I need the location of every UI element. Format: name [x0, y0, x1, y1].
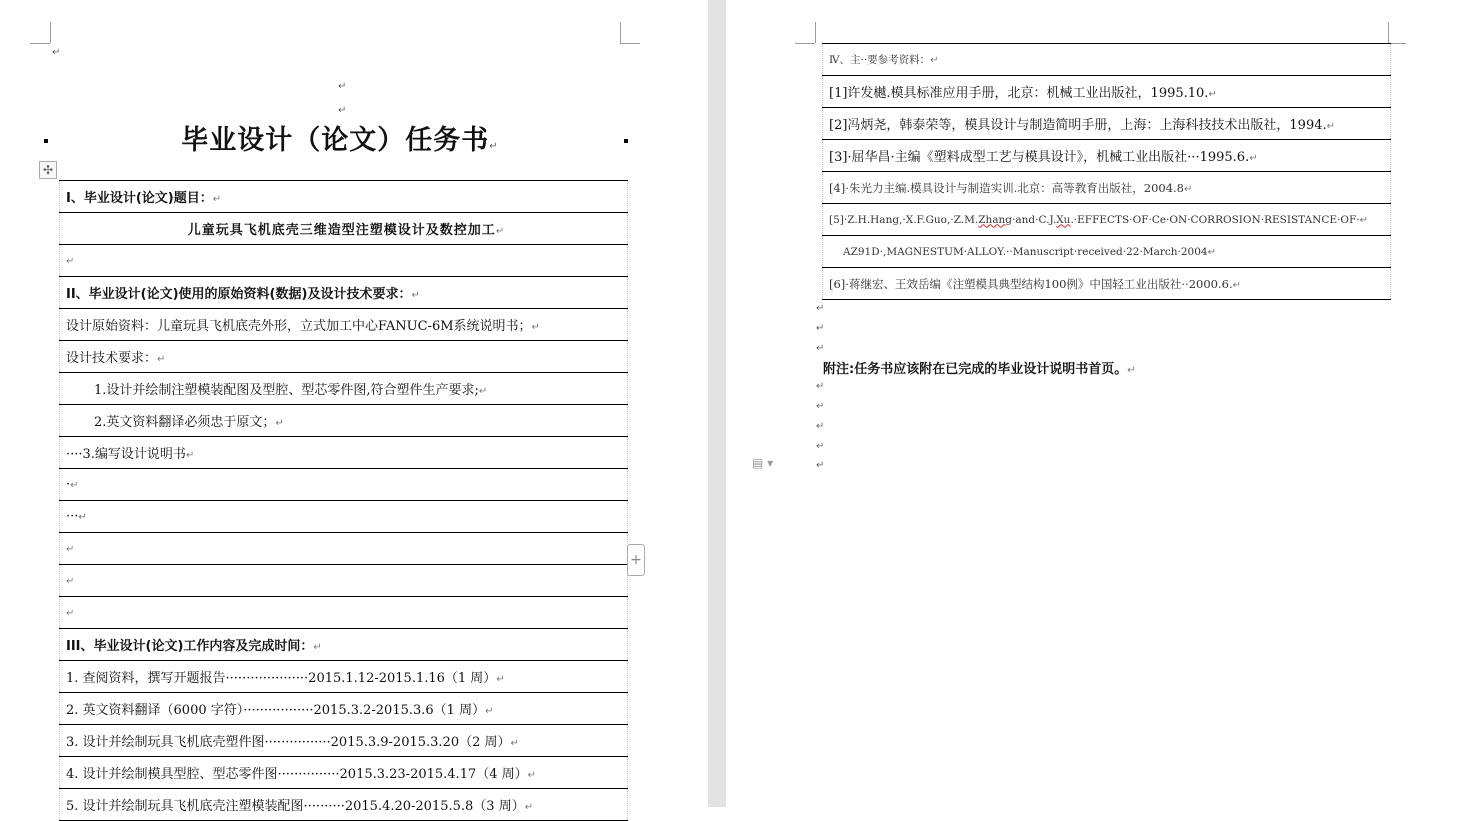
paragraph-mark: ↵	[1184, 183, 1193, 195]
task-table-row	[60, 789, 628, 821]
task-table-text: ·	[66, 477, 71, 492]
task-table-row	[60, 757, 628, 789]
reference-row	[823, 44, 1391, 76]
appendix-note	[823, 358, 1136, 377]
task-table-text: 设计原始资料：儿童玩具飞机底壳外形，立式加工中心FANUC-6M系统说明书；	[66, 319, 532, 334]
task-table-text: II、毕业设计(论文)使用的原始资料(数据)及设计技术要求：	[66, 287, 412, 302]
task-table-row	[60, 309, 628, 341]
task-table-text: 儿童玩具飞机底壳三维造型注塑模设计及数控加工	[187, 223, 496, 238]
paragraph-mark: ↵	[66, 256, 75, 267]
task-table-row	[60, 501, 628, 533]
task-table-cell[interactable]	[60, 757, 628, 789]
paste-options-icon[interactable]: ▤ ▾	[752, 456, 774, 470]
paragraph-mark: ↵	[478, 386, 488, 397]
reference-row	[823, 204, 1391, 236]
paragraph-mark: ↵	[816, 421, 825, 432]
task-table-row	[60, 533, 628, 565]
paragraph-mark: ↵	[816, 303, 825, 314]
task-table-cell[interactable]	[60, 725, 628, 757]
paragraph-mark: ↵	[338, 81, 347, 92]
task-table-cell[interactable]	[60, 693, 628, 725]
task-table-text: 1.设计并绘制注塑模装配图及型腔、型芯零件图,符合塑件生产要求;	[94, 383, 479, 398]
reference-text: Ⅳ、主··要参考资料：	[829, 54, 931, 66]
task-table-row	[60, 597, 628, 629]
task-table-text: 3. 设计并绘制玩具飞机底壳塑件图················2015.3.9-2015.3.20（2 周）	[66, 735, 511, 750]
reference-cell[interactable]	[823, 204, 1391, 236]
task-table-text: 2.英文资料翻译必须忠于原文；	[94, 415, 276, 430]
reference-text: [2]冯炳尧，韩泰荣等，模具设计与制造简明手册，上海：上海科技技术出版社，1994.	[829, 118, 1327, 133]
reference-cell[interactable]	[823, 108, 1391, 140]
reference-row	[823, 172, 1391, 204]
task-table-row	[60, 469, 628, 501]
task-table-cell[interactable]	[60, 469, 628, 501]
task-table-row	[60, 405, 628, 437]
reference-cell[interactable]	[823, 44, 1391, 76]
paragraph-mark: ↵	[70, 480, 79, 491]
paragraph-mark: ↵	[66, 544, 75, 555]
paragraph-mark: ↵	[185, 450, 195, 461]
task-table-cell[interactable]	[60, 789, 628, 821]
task-table-row	[60, 725, 628, 757]
reference-text: [1]许发樾.模具标准应用手册，北京：机械工业出版社，1995.10.	[829, 86, 1209, 101]
reference-cell[interactable]	[823, 236, 1391, 268]
task-table-cell[interactable]	[60, 373, 628, 405]
paragraph-mark: ↵	[212, 194, 222, 205]
task-table-text: ···	[66, 509, 79, 524]
task-table-text: I、毕业设计(论文)题目：	[66, 191, 213, 206]
reference-text: [3]·屈华昌·主编《塑料成型工艺与模具设计》，机械工业出版社···1995.6.	[829, 150, 1250, 165]
appendix-note-text: 附注:任务书应该附在已完成的毕业设计说明书首页。	[823, 362, 1128, 377]
paragraph-mark: ↵	[495, 226, 506, 237]
paragraph-mark: ↵	[157, 354, 166, 365]
paragraph-mark: ↵	[485, 706, 494, 717]
reference-row	[823, 236, 1391, 268]
paragraph-mark: ↵	[510, 738, 519, 749]
document-title-text: 毕业设计（论文）任务书	[181, 125, 490, 156]
paragraph-mark: ↵	[816, 343, 825, 354]
paragraph-mark: ↵	[1127, 365, 1136, 376]
task-table-cell[interactable]	[60, 405, 628, 437]
task-table-row	[60, 629, 628, 661]
task-table-cell[interactable]	[60, 501, 628, 533]
reference-text: [5]·Z.H.Hang,·X.F.Guo,·Z.M.Zhang·and·C.J.Xu.·EFFECTS·OF·Ce·ON·CORROSION·RESISTANCE·OF·	[829, 213, 1360, 226]
task-table-cell[interactable]	[60, 213, 628, 245]
task-table-cell[interactable]	[60, 565, 628, 597]
table-move-handle-icon[interactable]: ✣	[39, 161, 57, 179]
crop-mark	[815, 22, 816, 43]
reference-row	[823, 76, 1391, 108]
task-table-cell[interactable]	[60, 277, 628, 309]
paragraph-mark: ↵	[1326, 121, 1336, 132]
task-table-cell[interactable]	[60, 629, 628, 661]
paragraph-mark: ↵	[1208, 89, 1217, 100]
task-table-row	[60, 693, 628, 725]
task-table-row	[60, 277, 628, 309]
reference-cell[interactable]	[823, 172, 1391, 204]
paragraph-mark: ↵	[489, 141, 499, 152]
references-table	[822, 43, 1391, 300]
task-table-row	[60, 437, 628, 469]
task-table-row	[60, 341, 628, 373]
task-table-text: 2. 英文资料翻译（6000 字符）·················2015.3.2-2015.3.6（1 周）	[66, 703, 486, 718]
reference-row	[823, 268, 1391, 300]
reference-text: [4]·朱光力主编.模具设计与制造实训.北京：高等教育出版社，2004.8	[829, 180, 1184, 195]
reference-text: AZ91D·,MAGNESTUM·ALLOY.··Manuscript·received·22·March·2004	[843, 245, 1208, 258]
task-table-text: III、毕业设计(论文)工作内容及完成时间：	[66, 639, 314, 654]
paragraph-mark: ↵	[816, 441, 825, 452]
paragraph-mark: ↵	[816, 323, 825, 334]
task-table-row	[60, 373, 628, 405]
task-table-text: 5. 设计并绘制玩具飞机底壳注塑模装配图··········2015.4.20-2015.5.8（3 周）	[66, 799, 525, 814]
task-table-row	[60, 245, 628, 277]
task-table-cell[interactable]	[60, 181, 628, 213]
crop-mark	[30, 43, 50, 44]
task-table-text: 设计技术要求：	[66, 351, 158, 366]
bullet-dot	[624, 139, 628, 143]
task-table-cell[interactable]	[60, 597, 628, 629]
paragraph-mark: ↵	[1232, 279, 1241, 291]
paragraph-mark: ↵	[275, 418, 284, 429]
paragraph-mark: ↵	[1359, 214, 1369, 226]
paragraph-mark: ↵	[66, 608, 75, 619]
task-table-cell[interactable]	[60, 245, 628, 277]
paragraph-mark: ↵	[411, 290, 420, 301]
paragraph-mark: ↵	[816, 460, 825, 471]
paragraph-mark: ↵	[496, 674, 505, 685]
paragraph-mark: ↵	[78, 512, 87, 523]
paragraph-mark: ↵	[930, 55, 939, 66]
paragraph-mark: ↵	[531, 322, 540, 333]
paragraph-mark: ↵	[1249, 153, 1258, 164]
task-table-row	[60, 661, 628, 693]
task-table-text: ····3.编写设计说明书	[66, 447, 186, 462]
task-table	[59, 180, 628, 821]
task-table-cell[interactable]	[60, 533, 628, 565]
document-title	[120, 118, 560, 157]
task-table-text: 4. 设计并绘制模具型腔、型芯零件图···············2015.3.23-2015.4.17（4 周）	[66, 767, 528, 782]
paragraph-mark: ↵	[524, 802, 534, 813]
reference-cell[interactable]	[823, 76, 1391, 108]
reference-cell[interactable]	[823, 140, 1391, 172]
task-table-row	[60, 181, 628, 213]
paragraph-mark: ↵	[816, 401, 825, 412]
add-row-icon[interactable]: +	[627, 544, 645, 576]
paragraph-mark: ↵	[66, 576, 75, 587]
paragraph-mark: ↵	[52, 47, 61, 58]
task-table-cell[interactable]	[60, 437, 628, 469]
reference-text: [6]·蒋继宏、王效岳编《注塑模具典型结构100例》中国轻工业出版社··2000.6.	[829, 276, 1233, 291]
page-gap	[708, 0, 726, 807]
paragraph-mark: ↵	[313, 642, 322, 653]
bullet-dot	[44, 139, 48, 143]
reference-row	[823, 140, 1391, 172]
paragraph-mark: ↵	[816, 381, 825, 392]
crop-mark	[620, 22, 621, 43]
reference-cell[interactable]	[823, 268, 1391, 300]
crop-mark	[620, 43, 640, 44]
crop-mark	[795, 43, 815, 44]
task-table-row	[60, 565, 628, 597]
task-table-cell[interactable]	[60, 661, 628, 693]
task-table-cell[interactable]	[60, 309, 628, 341]
reference-row	[823, 108, 1391, 140]
task-table-row	[60, 213, 628, 245]
crop-mark	[1388, 22, 1389, 43]
paragraph-mark: ↵	[338, 105, 347, 116]
task-table-cell[interactable]	[60, 341, 628, 373]
crop-mark	[50, 22, 51, 43]
task-table-text: 1. 查阅资料，撰写开题报告····················2015.1.12-2015.1.16（1 周）	[66, 671, 497, 686]
paragraph-mark: ↵	[527, 770, 537, 781]
paragraph-mark: ↵	[1207, 246, 1216, 258]
